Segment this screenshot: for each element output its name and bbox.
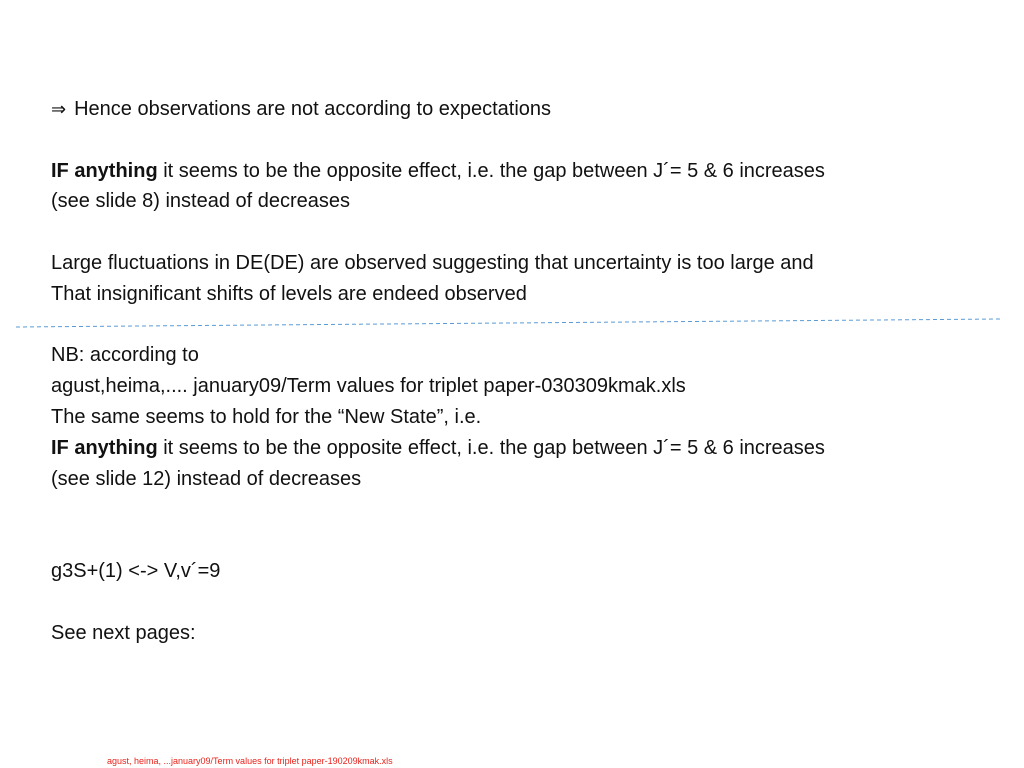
para2-line2: That insignificant shifts of levels are endeed observed [51, 282, 527, 305]
spacer [51, 525, 991, 556]
transition-line: g3S+(1) <-> V,v´=9 [51, 559, 221, 582]
spacer [51, 217, 991, 248]
nb-line1: NB: according to [51, 344, 199, 367]
para1-line1 [51, 156, 991, 187]
nb-bold-lead: IF anything [51, 436, 158, 459]
spacer [51, 494, 991, 525]
slide-body [51, 94, 991, 648]
nb-line2: agust,heima,.... january09/Term values for triplet paper-030309kmak.xls [51, 375, 686, 398]
footnote-source: agust, heima, ...january09/Term values for triplet paper-190209kmak.xls [107, 756, 393, 766]
para1-line2: (see slide 8) instead of decreases [51, 190, 351, 213]
conclusion-line [51, 94, 991, 125]
spacer [51, 125, 991, 156]
nb-line4-text: it seems to be the opposite effect, i.e. the gap between J´= 5 & 6 increases [157, 436, 825, 459]
spacer [51, 310, 991, 341]
para1-bold-lead: IF anything [51, 159, 158, 182]
implies-arrow-icon: ⇒ [51, 99, 67, 120]
conclusion-text: Hence observations are not according to expectations [74, 98, 552, 120]
spacer [51, 587, 991, 618]
para2-line1: Large fluctuations in DE(DE) are observed suggesting that uncertainty is too large and [51, 251, 814, 274]
nb-line3: The same seems to hold for the “New State”, i.e. [51, 405, 482, 428]
see-next-pages: See next pages: [51, 621, 196, 644]
para1-text: it seems to be the opposite effect, i.e. the gap between J´= 5 & 6 increases [157, 159, 825, 182]
nb-line4 [51, 433, 991, 464]
nb-line5: (see slide 12) instead of decreases [51, 467, 362, 490]
